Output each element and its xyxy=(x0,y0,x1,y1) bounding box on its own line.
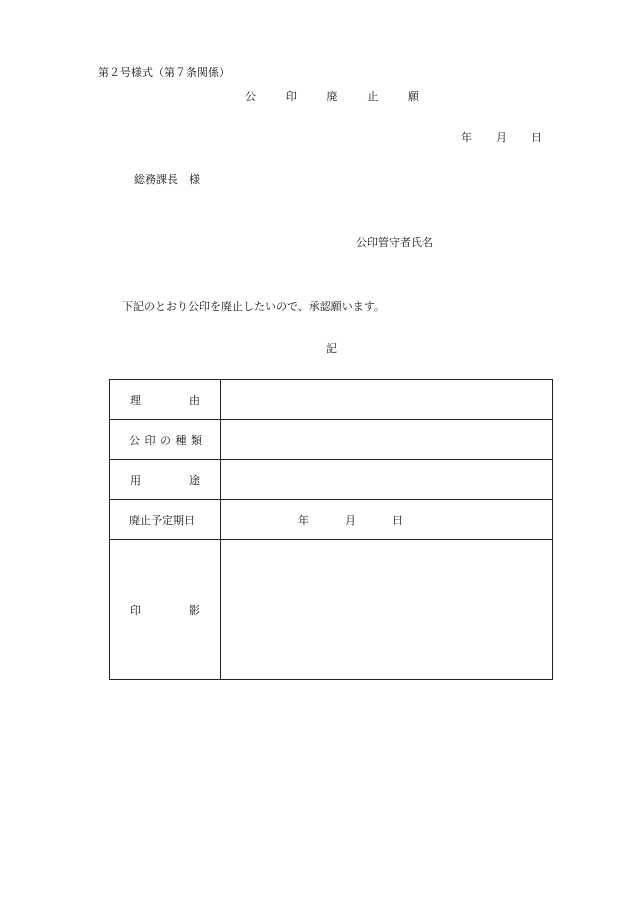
use-char: 途 xyxy=(189,473,200,487)
year-label: 年 xyxy=(298,513,309,527)
abolition-date-label: 廃止予定期日 xyxy=(129,513,195,527)
seal-impression-value-cell[interactable] xyxy=(221,540,553,680)
seal-kind-label-cell xyxy=(110,420,221,460)
reason-value-cell[interactable] xyxy=(221,380,553,420)
title-char: 公 xyxy=(245,90,256,103)
table-row xyxy=(110,380,553,420)
seal-kind-char: 公 xyxy=(129,433,140,447)
table-row xyxy=(110,500,553,540)
seal-kind-value-cell[interactable] xyxy=(221,420,553,460)
month-label: 月 xyxy=(345,513,356,527)
year-label: 年 xyxy=(461,131,472,144)
ki-heading: 記 xyxy=(326,342,337,355)
addressee: 総務課長 様 xyxy=(134,173,200,186)
abolition-date-label-cell xyxy=(110,500,221,540)
document-title xyxy=(245,90,419,104)
reason-char: 理 xyxy=(130,393,141,407)
applicant-name-label: 公印管守者氏名 xyxy=(356,236,433,249)
day-label: 日 xyxy=(392,513,403,527)
seal-kind-char: の xyxy=(160,433,171,447)
seal-impression-char: 影 xyxy=(189,603,200,617)
table-row xyxy=(110,420,553,460)
month-label: 月 xyxy=(496,131,507,144)
reason-label-cell xyxy=(110,380,221,420)
table-row xyxy=(110,540,553,680)
title-char: 願 xyxy=(408,90,419,103)
title-char: 廃 xyxy=(326,90,338,103)
table-row xyxy=(110,460,553,500)
use-label-cell xyxy=(110,460,221,500)
body-text: 下記のとおり公印を廃止したいので、承認願います。 xyxy=(122,300,385,313)
seal-impression-char: 印 xyxy=(130,603,141,617)
reason-char: 由 xyxy=(189,393,200,407)
detail-table xyxy=(109,379,553,680)
seal-kind-char: 印 xyxy=(144,433,156,447)
form-number: 第２号様式（第７条関係） xyxy=(98,66,230,79)
abolition-date-value-cell[interactable] xyxy=(221,500,553,540)
title-char: 印 xyxy=(285,90,297,103)
title-char: 止 xyxy=(367,90,379,103)
use-char: 用 xyxy=(130,473,141,487)
use-value-cell[interactable] xyxy=(221,460,553,500)
day-label: 日 xyxy=(531,131,542,144)
seal-kind-char: 類 xyxy=(191,433,202,447)
date-line xyxy=(461,131,542,145)
seal-kind-char: 種 xyxy=(175,433,187,447)
seal-impression-label-cell xyxy=(110,540,221,680)
